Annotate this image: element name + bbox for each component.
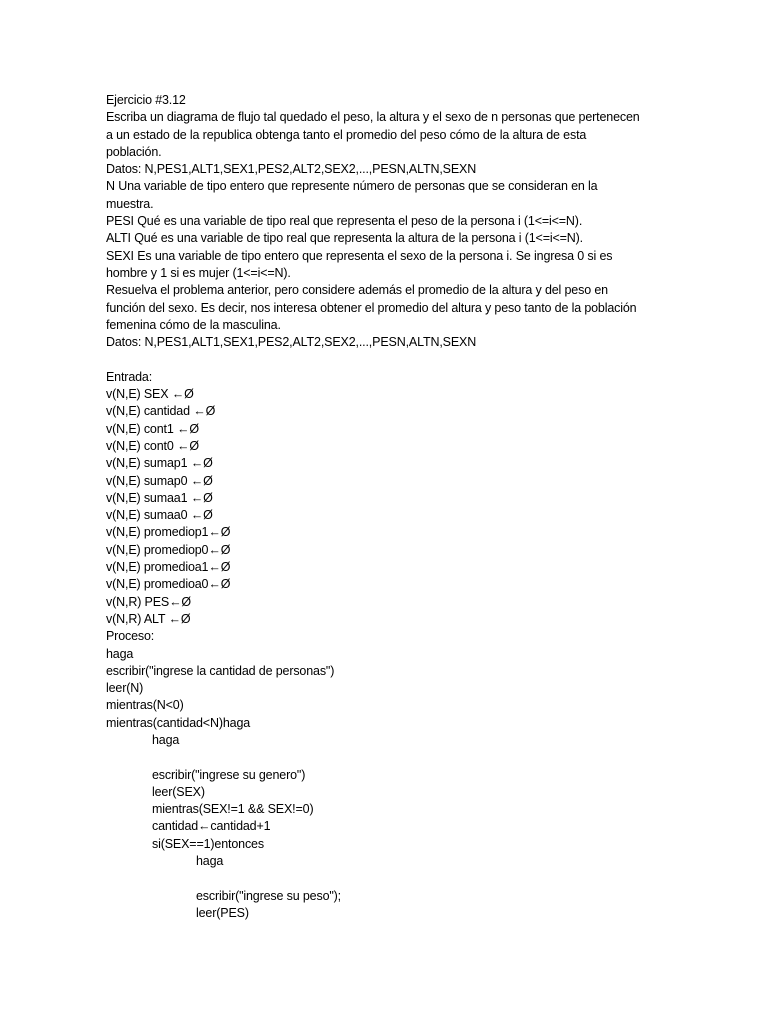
document-page [106, 92, 666, 922]
spacer [106, 870, 666, 887]
code-line: haga [106, 646, 134, 661]
declaration-line: v(N,E) cont1 ←Ø [106, 421, 199, 436]
code-line-indented: cantidad←cantidad+1 [152, 819, 271, 834]
code-line: leer(N) [106, 681, 144, 696]
spacer [106, 351, 666, 368]
statement-line: Resuelva el problema anterior, pero considere además el promedio de la altura y del peso en [106, 283, 608, 298]
code-line-nested: leer(PES) [196, 905, 249, 920]
spacer [106, 749, 666, 766]
statement-line: muestra. [106, 196, 154, 211]
code-line: mientras(cantidad<N)haga [106, 715, 251, 730]
declaration-line: v(N,E) sumap0 ←Ø [106, 473, 213, 488]
exercise-title: Ejercicio #3.12 [106, 93, 186, 107]
declaration-line: v(N,E) promediop0←Ø [106, 542, 231, 557]
code-line-indented: leer(SEX) [152, 784, 205, 799]
code-line-indented: si(SEX==1)entonces [152, 836, 264, 851]
statement-line: PESI Qué es una variable de tipo real que representa el peso de la persona i (1<=i<=N). [106, 214, 583, 229]
declaration-line: v(N,E) promedioa0←Ø [106, 577, 231, 592]
declaration-line: v(N,E) cantidad ←Ø [106, 404, 216, 419]
declaration-line: v(N,E) SEX ←Ø [106, 387, 194, 402]
statement-line: SEXI Es una variable de tipo entero que representa el sexo de la persona i. Se ingresa 0 si es [106, 248, 613, 263]
declaration-line: v(N,E) sumap1 ←Ø [106, 456, 213, 471]
declaration-line: v(N,E) promediop1←Ø [106, 525, 231, 540]
statement-line: femenina cómo de la masculina. [106, 317, 281, 332]
code-line: mientras(N<0) [106, 698, 184, 713]
entrada-heading: Entrada: [106, 369, 153, 384]
declaration-line: v(N,E) promedioa1←Ø [106, 560, 231, 575]
proceso-section [106, 628, 666, 922]
statement-line: a un estado de la republica obtenga tanto el promedio del peso cómo de la altura de esta [106, 127, 587, 142]
statement-line: población. [106, 144, 162, 159]
declaration-line: v(N,E) sumaa1 ←Ø [106, 490, 213, 505]
statement-line: Escriba un diagrama de flujo tal quedado el peso, la altura y el sexo de n personas que pertenecen [106, 110, 640, 125]
declaration-line: v(N,R) ALT ←Ø [106, 611, 191, 626]
code-line-indented: mientras(SEX!=1 && SEX!=0) [152, 802, 314, 817]
statement-line: hombre y 1 si es mujer (1<=i<=N). [106, 265, 291, 280]
code-line-indented: haga [152, 732, 180, 747]
declaration-line: v(N,E) sumaa0 ←Ø [106, 508, 213, 523]
statement-line: función del sexo. Es decir, nos interesa obtener el promedio del altura y peso tanto de la población [106, 300, 637, 315]
datos-line: Datos: N,PES1,ALT1,SEX1,PES2,ALT2,SEX2,...,PESN,ALTN,SEXN [106, 162, 477, 177]
code-line-indented: escribir("ingrese su genero") [152, 767, 306, 782]
code-line-nested: haga [196, 854, 224, 869]
code-line: escribir("ingrese la cantidad de personas") [106, 663, 335, 678]
statement-line: ALTI Qué es una variable de tipo real que representa la altura de la persona i (1<=i<=N). [106, 231, 583, 246]
statement-line: N Una variable de tipo entero que represente número de personas que se consideran en la [106, 179, 598, 194]
proceso-heading: Proceso: [106, 629, 155, 644]
code-line-nested: escribir("ingrese su peso"); [196, 888, 342, 903]
declaration-line: v(N,R) PES←Ø [106, 594, 192, 609]
problem-statement [106, 92, 666, 351]
entrada-section [106, 369, 666, 628]
declaration-line: v(N,E) cont0 ←Ø [106, 438, 199, 453]
datos-line: Datos: N,PES1,ALT1,SEX1,PES2,ALT2,SEX2,...,PESN,ALTN,SEXN [106, 335, 477, 350]
